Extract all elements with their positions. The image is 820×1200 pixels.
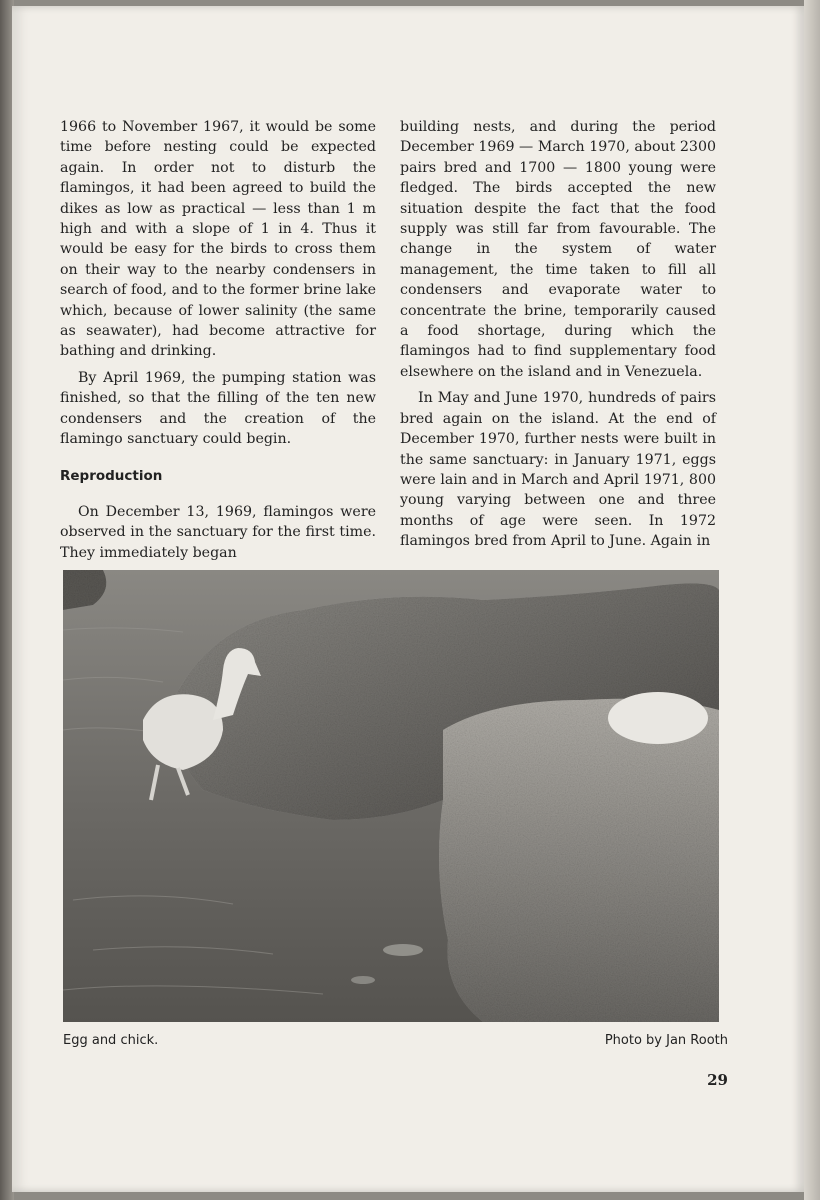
right-paragraph-2: In May and June 1970, hundreds of pairs bred again on the island. At the end of December 1970, further nests were built in the same sanctuary: in January 1971, eggs were lain and in March and April 1971, 800 young varying between one and three months of age were seen. In 1972 flamingos bred from April to June. Again in [400,390,716,550]
left-paragraph-2: By April 1969, the pumping station was finished, so that the filling of the ten new condensers and the creation of the flamingo sanctuary could begin. [60,369,376,448]
photo-caption: Egg and chick. [63,1033,159,1048]
photo-credit: Photo by Jan Rooth [604,1033,728,1048]
left-paragraph-3: On December 13, 1969, flamingos were observed in the sanctuary for the first time. They immediately began [60,503,376,561]
page-number: 29 [707,1071,728,1089]
left-column [60,117,376,563]
left-paragraph-1: 1966 to November 1967, it would be some time before nesting could be expected again. In order not to disturb the flamingos, it had been agreed to build the dikes as low as practical — less than 1 m high and with a slope of 1 in 4. Thus it would be easy for the birds to cross them on their way to the nearby condensers in search of food, and to the former brine lake which, because of lower salinity (the same as seawater), had become attractive for bathing and drinking. [60,119,376,360]
right-paragraph-1: building nests, and during the period December 1969 — March 1970, about 2300 pairs bred and 1700 — 1800 young were fledged. The birds accepted the new situation despite the fact that the food supply was still far from favourable. The change in the system of water management, the time taken to fill all condensers and evaporate water to concentrate the brine, temporarily caused a food shortage, during which the flamingos had to find supplementary food elsewhere on the island and in Venezuela. [400,119,716,380]
photo-illustration [63,570,719,1022]
page-edge [804,0,820,1200]
section-heading: Reproduction [60,467,163,484]
egg-shape [608,692,708,744]
egg-and-chick-photo [63,570,719,1022]
right-column [400,117,716,552]
